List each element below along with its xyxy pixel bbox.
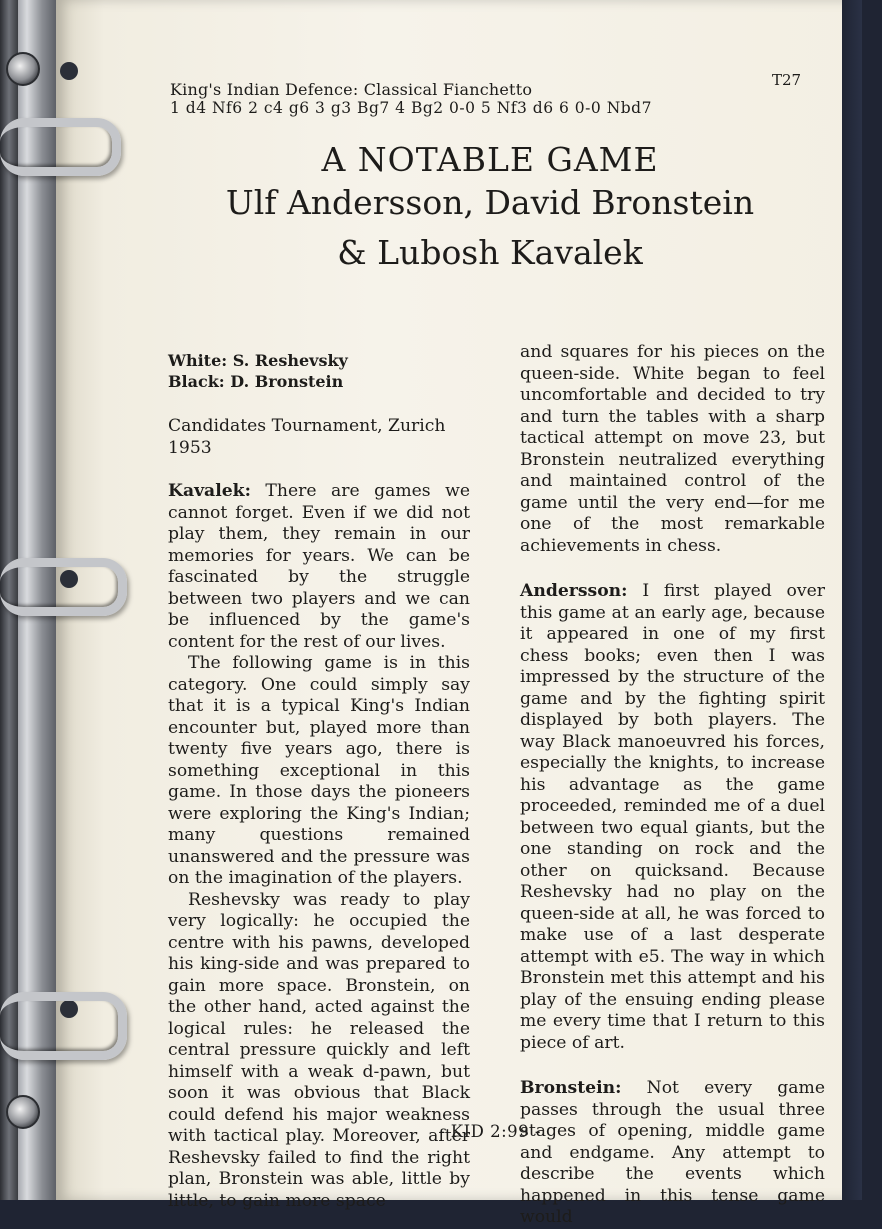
- kavalek-paragraph-3-continued: and squares for his pieces on the queen-side. White began to feel uncomfortable and decided to try and turn the tables with a sharp tactical attempt on move 23, but Bronstein neutralized everything and maintained control of the game until the very end—for me one of the most remarkable achievements in chess.: [520, 342, 825, 556]
- speaker-andersson: Andersson:: [520, 581, 628, 601]
- andersson-text: I first played over this game at an early age, because it appeared in one of my first chess books; even then I was impressed by the structure of the game and by the fighting spirit displayed by both players. The way Black manoeuvred his forces, especially the knights, to increase his advantage as the game proceeded, reminded me of a duel between two equal giants, but the one standing on rock and the other on quicksand. Because Reshevsky had no play on the queen-side at all, he was forced to make use of a last desperate attempt with e5. The way in which Bronstein met this attempt and his play of the ensuing ending please me every time that I return to this piece of art.: [520, 581, 825, 1053]
- white-player: White: S. Reshevsky: [168, 351, 348, 370]
- kavalek-paragraph-2: The following game is in this category. One could simply say that it is a typical King's Indian encounter but, played more than twenty five years ago, there is something exceptional in this game. In those days the pioneers were exploring the King's Indian; many questions remained unanswered and the pressure was on the imagination of the players.: [168, 653, 470, 888]
- left-column: [168, 350, 470, 1212]
- event-line: Candidates Tournament, Zurich 1953: [168, 416, 446, 458]
- binder-rivet: [6, 52, 40, 86]
- andersson-paragraph: [520, 581, 825, 1054]
- punch-hole: [60, 62, 78, 80]
- authors-line-1: Ulf Andersson, David Bronstein: [225, 183, 755, 222]
- opening-name: King's Indian Defence: Classical Fianchetto: [170, 80, 533, 99]
- binder-rivet: [6, 1095, 40, 1129]
- binder-ring-middle: [0, 558, 127, 616]
- binder-ring-top: [0, 118, 121, 176]
- kavalek-paragraph-1: [168, 481, 470, 653]
- page-edge-shadow: [842, 0, 862, 1200]
- binder-ring-bottom: [0, 992, 127, 1060]
- right-column: [520, 342, 825, 1229]
- bronstein-paragraph: [520, 1078, 825, 1229]
- page-code: T27: [772, 71, 802, 89]
- bronstein-text: Not every game passes through the usual three stages of opening, middle game and endgame. Any attempt to describe the events which happened in this tense game would: [520, 1078, 826, 1227]
- page-title: A NOTABLE GAME: [321, 140, 659, 179]
- opening-moves: 1 d4 Nf6 2 c4 g6 3 g3 Bg7 4 Bg2 0-0 5 Nf3 d6 6 0-0 Nbd7: [170, 99, 652, 117]
- black-player: Black: D. Bronstein: [168, 372, 344, 391]
- authors-line-2: & Lubosh Kavalek: [337, 233, 643, 272]
- page-number: - KID 2:99 -: [438, 1122, 541, 1141]
- speaker-bronstein: Bronstein:: [520, 1078, 622, 1098]
- speaker-kavalek: Kavalek:: [168, 481, 251, 501]
- kavalek-paragraph-3: Reshevsky was ready to play very logically: he occupied the centre with his pawns, developed his king-side and was prepared to gain more space. Bronstein, on the other hand, acted against the logical rules: he released the central pressure quickly and left himself with a weak d-pawn, but soon it was obvious that Black could defend his major weakness with tactical play. Moreover, after Reshevsky failed to find the right plan, Bronstein was able, little by little, to gain more space: [168, 889, 470, 1211]
- kavalek-text-1: There are games we cannot forget. Even if we did not play them, they remain in our memories for years. We can be fascinated by the struggle between two players and we can be influenced by the game's content for the rest of our lives.: [168, 481, 470, 652]
